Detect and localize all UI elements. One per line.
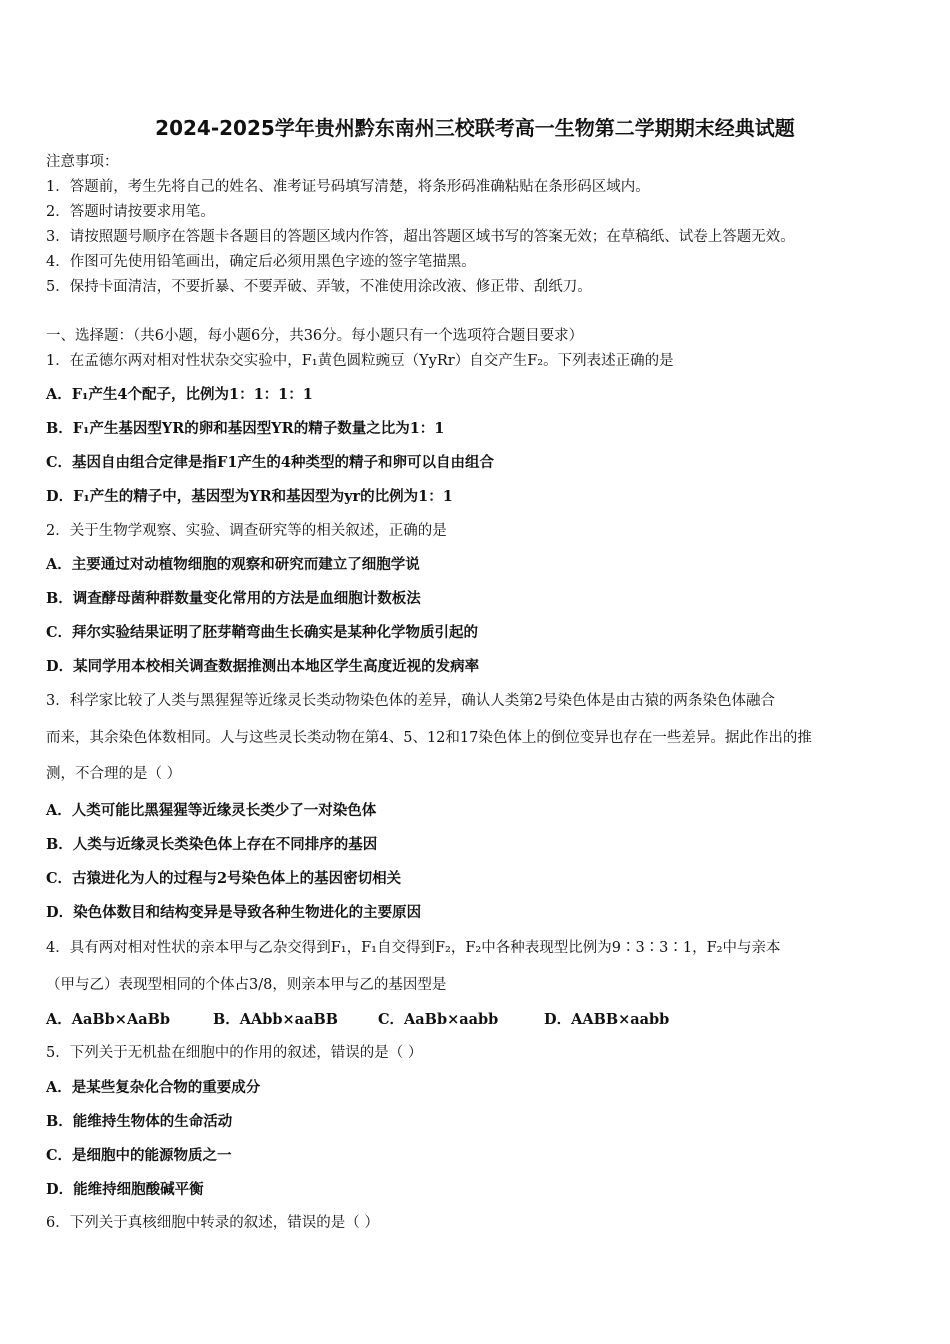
option: D．染色体数目和结构变异是导致各种生物进化的主要原因 <box>46 904 422 921</box>
notice-heading: 注意事项： <box>46 154 119 170</box>
option: C．基因自由组合定律是指F1产生的4种类型的精子和卵可以自由组合 <box>46 454 495 471</box>
question-stem: 5．下列关于无机盐在细胞中的作用的叙述，错误的是（ ） <box>46 1045 423 1061</box>
option: A．AaBb×AaBb <box>46 1011 170 1028</box>
question-stem: 4．具有两对相对性状的亲本甲与乙杂交得到F₁，F₁自交得到F₂，F₂中各种表现型比例为9∶3∶3∶1，F₂中与亲本 <box>46 940 781 956</box>
option: C．古猿进化为人的过程与2号染色体上的基因密切相关 <box>46 870 402 887</box>
option: C．拜尔实验结果证明了胚芽鞘弯曲生长确实是某种化学物质引起的 <box>46 624 479 641</box>
notice-item: 4．作图可先使用铅笔画出，确定后必须用黑色字迹的签字笔描黑。 <box>46 254 476 270</box>
option: A．人类可能比黑猩猩等近缘灵长类少了一对染色体 <box>46 802 377 819</box>
option: D．能维持细胞酸碱平衡 <box>46 1181 204 1198</box>
notice-item: 2．答题时请按要求用笔。 <box>46 204 215 220</box>
question-stem: 测，不合理的是（ ） <box>46 766 182 782</box>
option: C．AaBb×aabb <box>378 1011 499 1028</box>
option: D．某同学用本校相关调查数据推测出本地区学生高度近视的发病率 <box>46 658 480 675</box>
option: B．AAbb×aaBB <box>213 1011 338 1028</box>
option: B．能维持生物体的生命活动 <box>46 1113 233 1130</box>
option: A．主要通过对动植物细胞的观察和研究而建立了细胞学说 <box>46 556 420 573</box>
option: C．是细胞中的能源物质之一 <box>46 1147 232 1164</box>
question-stem: 6．下列关于真核细胞中转录的叙述，错误的是（ ） <box>46 1215 379 1231</box>
notice-item: 1．答题前，考生先将自己的姓名、准考证号码填写清楚，将条形码准确粘贴在条形码区域内。 <box>46 179 650 195</box>
option: A．F₁产生4个配子，比例为1：1：1：1 <box>46 386 313 403</box>
question-stem: 2．关于生物学观察、实验、调查研究等的相关叙述，正确的是 <box>46 523 447 539</box>
question-stem: 而来，其余染色体数相同。人与这些灵长类动物在第4、5、12和17染色体上的倒位变异也存在一些差异。据此作出的推 <box>46 730 812 746</box>
option-row <box>46 1010 910 1030</box>
question-stem: 1．在孟德尔两对相对性状杂交实验中，F₁黄色圆粒豌豆（YyRr）自交产生F₂。下列表述正确的是 <box>46 353 674 369</box>
notice-item: 5．保持卡面清洁，不要折暴、不要弄破、弄皱，不准使用涂改液、修正带、刮纸刀。 <box>46 279 592 295</box>
option: B．F₁产生基因型YR的卵和基因型YR的精子数量之比为1：1 <box>46 420 445 437</box>
option: A．是某些复杂化合物的重要成分 <box>46 1079 261 1096</box>
option: D．F₁产生的精子中，基因型为YR和基因型为yr的比例为1：1 <box>46 488 453 505</box>
notice-item: 3．请按照题号顺序在答题卡各题目的答题区域内作答，超出答题区域书写的答案无效；在草稿纸、试卷上答题无效。 <box>46 229 795 245</box>
page-title: 2024-2025学年贵州黔东南州三校联考高一生物第二学期期末经典试题 <box>155 116 795 140</box>
option: D．AABB×aabb <box>544 1011 670 1028</box>
option: B．人类与近缘灵长类染色体上存在不同排序的基因 <box>46 836 378 853</box>
section-heading: 一、选择题：（共6小题，每小题6分，共36分。每小题只有一个选项符合题目要求） <box>46 328 584 344</box>
option: B．调查酵母菌种群数量变化常用的方法是血细胞计数板法 <box>46 590 421 607</box>
question-stem: （甲与乙）表现型相同的个体占3/8，则亲本甲与乙的基因型是 <box>46 977 447 993</box>
question-stem: 3．科学家比较了人类与黑猩猩等近缘灵长类动物染色体的差异，确认人类第2号染色体是由古猿的两条染色体融合 <box>46 693 775 709</box>
